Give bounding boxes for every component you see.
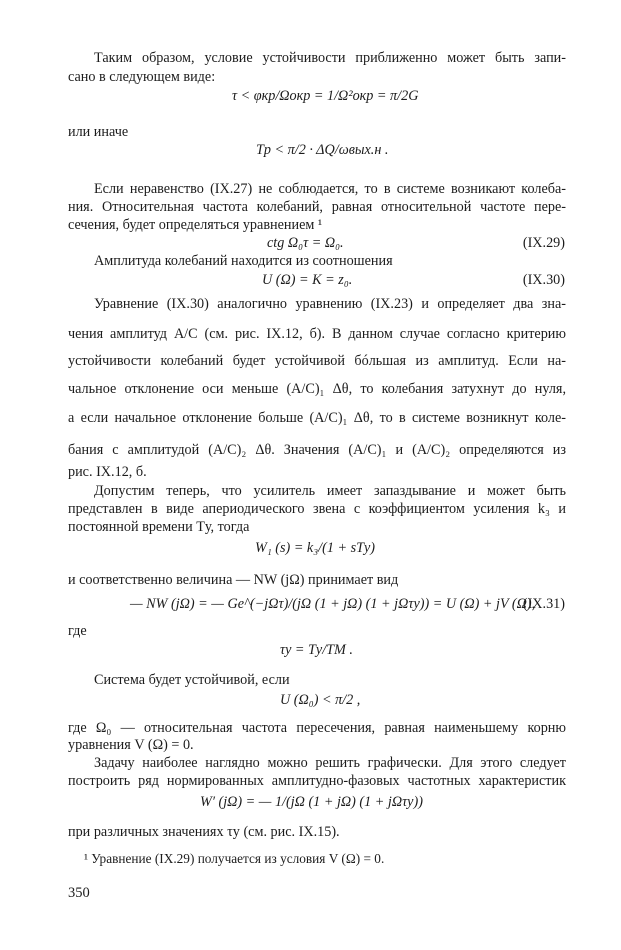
text-line: при различных значениях τу (см. рис. IX.15).	[68, 824, 340, 840]
equation-ix29: ctg Ω₀τ = Ω₀.	[267, 235, 344, 251]
text-line: уравнения V (Ω) = 0.	[68, 737, 194, 753]
text-line: устойчивости колебаний будет устойчивой бóльшая из амплитуд. Если на-	[68, 353, 566, 369]
text-line: постоянной времени Tу, тогда	[68, 519, 250, 535]
text-line: чения амплитуд A/C (см. рис. IX.12, б). В данном случае согласно критерию	[68, 326, 566, 342]
text-line: рис. IX.12, б.	[68, 464, 147, 480]
text-line: бания с амплитудой (A/C)₂ Δθ. Значения (A/C)₁ и (A/C)₂ определяются из	[68, 442, 566, 458]
text-line: где Ω₀ — относительная частота пересечения, равная наименьшему корню	[68, 720, 566, 736]
text-line: построить ряд нормированных амплитудно-фазовых частотных характеристик	[68, 773, 566, 789]
equation-number: (IX.30)	[522, 272, 565, 288]
equation-ix30: U (Ω) = K = z₀.	[262, 272, 353, 288]
equation-tau: τу = Tу/TM .	[280, 642, 353, 658]
text-line: сано в следующем виде:	[68, 69, 216, 85]
equation-1: τ < φкр/Ωокр = 1/Ω²окр = π/2G	[232, 88, 419, 104]
text-line: Допустим теперь, что усилитель имеет запаздывание и может быть	[94, 483, 566, 499]
text-line: и соответственно величина — NW (jΩ) принимает вид	[68, 572, 399, 588]
equation-w-prime: W′ (jΩ) = — 1/(jΩ (1 + jΩ) (1 + jΩτу))	[200, 794, 423, 810]
text-line: Амплитуда колебаний находится из соотношения	[94, 253, 393, 269]
text-line: Система будет устойчивой, если	[94, 672, 290, 688]
equation-w1: W₁ (s) = k₃/(1 + sTу)	[255, 540, 376, 556]
equation-u0: U (Ω₀) < π/2 ,	[280, 692, 361, 708]
text-line: представлен в виде апериодического звена с коэффициентом усиления k₃ и	[68, 501, 566, 517]
text-line: или иначе	[68, 124, 129, 140]
equation-2: Tp < π/2 · ΔQ/ωвых.н .	[256, 142, 389, 158]
text-line: Уравнение (IX.30) аналогично уравнению (IX.23) и определяет два зна-	[94, 296, 566, 312]
equation-number: (IX.29)	[522, 235, 565, 251]
text-line: Таким образом, условие устойчивости приближенно может быть запи-	[94, 50, 566, 66]
equation-number: (IX.31)	[522, 596, 565, 612]
text-line: а если начальное отклонение больше (A/C)₁ Δθ, то в системе возникнут коле-	[68, 410, 566, 426]
text-line: где	[68, 623, 87, 639]
text-line: ния. Относительная частота колебаний, равная относительной частоте пере-	[68, 199, 566, 215]
text-line: Если неравенство (IX.27) не соблюдается, то в системе возникают колеба-	[94, 181, 566, 197]
equation-ix31: — NW (jΩ) = — Ge^(−jΩτ)/(jΩ (1 + jΩ) (1 + jΩτу)) = U (Ω) + jV (Ω),	[130, 596, 536, 612]
text-line: Задачу наиболее наглядно можно решить графически. Для этого следует	[94, 755, 566, 771]
footnote: ¹ Уравнение (IX.29) получается из условия V (Ω) = 0.	[84, 851, 385, 866]
page-number: 350	[68, 885, 90, 901]
text-line: сечения, будет определяться уравнением ¹	[68, 217, 323, 233]
text-line: чальное отклонение оси меньше (A/C)₁ Δθ, то колебания затухнут до нуля,	[68, 381, 566, 397]
